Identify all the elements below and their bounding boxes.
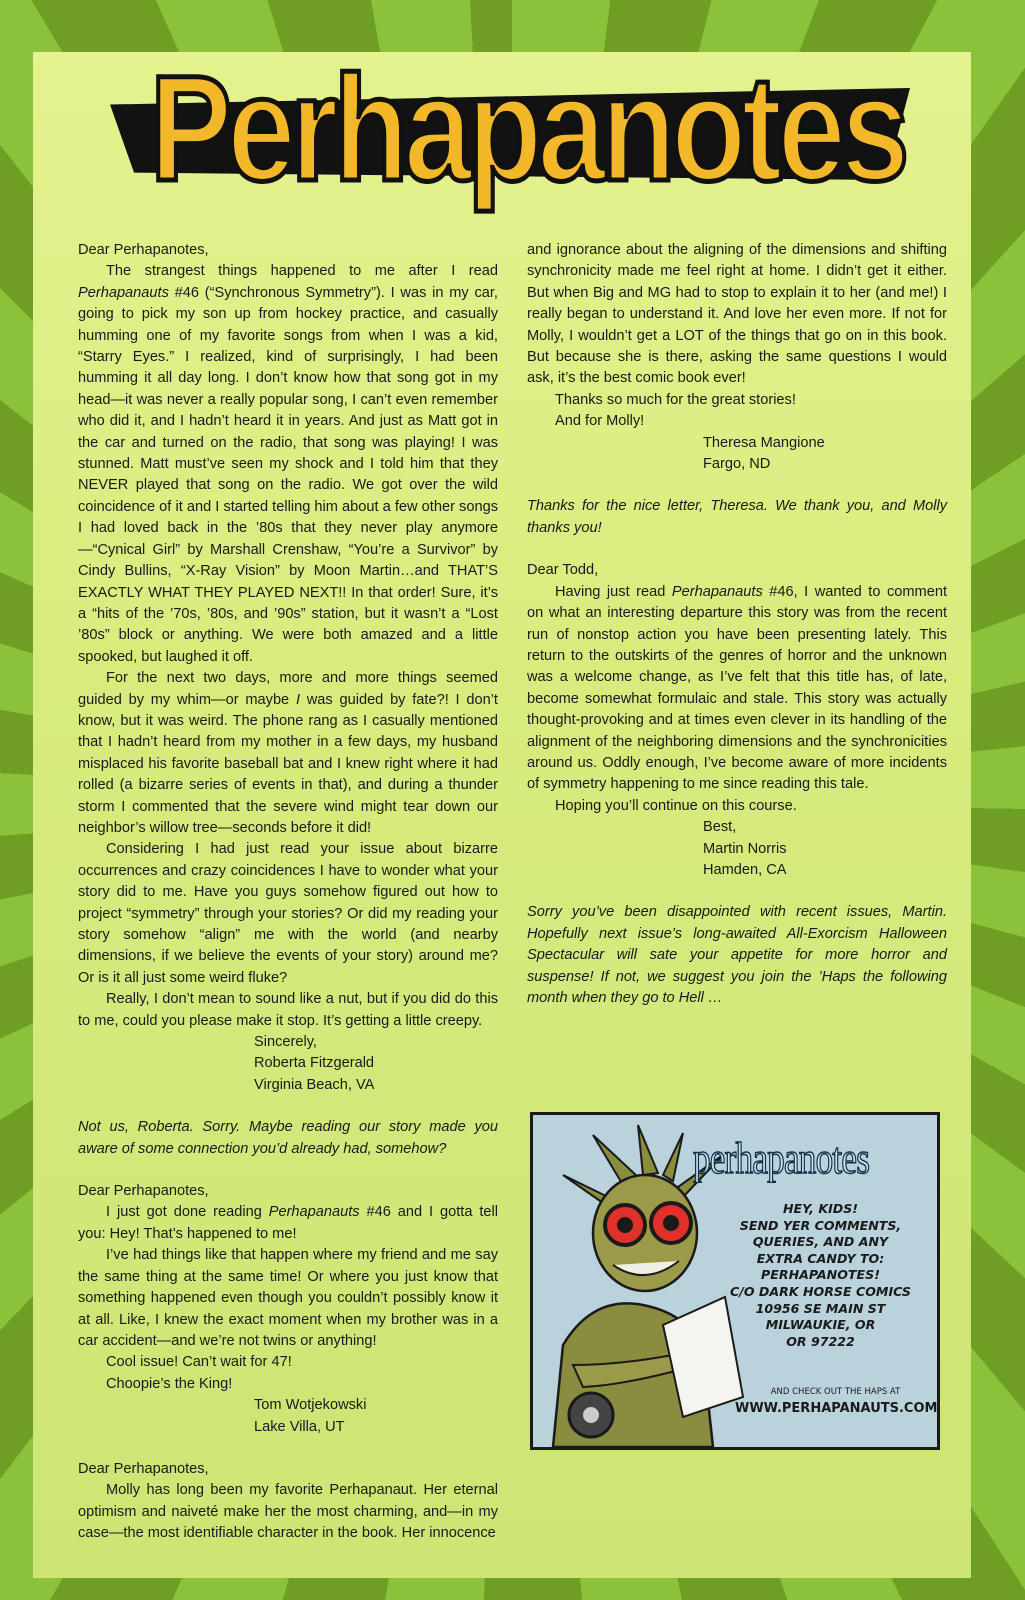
letter-signature: Best, [703,819,737,836]
letter-paragraph: I’ve had things like that happen where my friend and me say the same thing at the same time! Or where you just know that something happened even though you couldn’t possibly know it at all. Like, I knew the exact moment when my brother was in a car accident—and we’re not twins or anything! [78,1247,498,1349]
letter-paragraph: And for Molly! [555,413,645,430]
ad-line: MILWAUKIE, OR [765,1317,876,1333]
letter-signature: Roberta Fitzgerald [254,1055,375,1072]
letter-salutation: Dear Todd, [527,562,599,579]
letter-salutation: Dear Perhapanotes, [78,1460,209,1477]
letter-salutation: Dear Perhapanotes, [78,1183,209,1200]
letter-paragraph: I just got done reading Perhapanauts #46 and I gotta tell you: Hey! That’s happened to me! [78,1204,498,1242]
letter-paragraph: Hoping you’ll continue on this course. [555,797,797,814]
ad-line: SEND YER COMMENTS, [739,1217,902,1233]
ad-line: HEY, KIDS! [782,1201,859,1216]
website-link[interactable]: WWW.PERHAPANAUTS.COM [735,1401,938,1416]
letter-signature: Tom Wotjekowski [254,1397,367,1414]
ad-address-lines [713,1201,928,1350]
letter-paragraph: For the next two days, more and more things seemed guided by my whim—or maybe I was guided by fate?! I don’t know, but it was weird. The phone rang as I casually mentioned that I hadn’t heard from my mother in a few days, my husband misplaced his favorite baseball bat and I knew right where it had rolled (a bizarre series of events in that), and during a thunder storm I commented that the severe wind might tear down our neighbor’s willow tree—seconds before it did! [78,670,498,836]
letter-signature: Lake Villa, UT [254,1418,345,1435]
letter-signature: Martin Norris [703,840,787,857]
letter-paragraph: Thanks so much for the great stories! [555,391,796,408]
right-column [527,240,947,1009]
letter-paragraph: Considering I had just read your issue about bizarre occurrences and crazy coincidences I have to wonder what your story did to me. Have you guys somehow figured out how to project “symmetry” through your stories? Or did my reading your story somehow “align” me with the world (and nearby dimensions, if we believe the events of your story) around me? Or is it all just some weird fluke? [78,841,498,986]
letter-signature: Virginia Beach, VA [254,1076,375,1093]
letter-signature: Theresa Mangione [703,434,825,451]
ad-line: C/O DARK HORSE COMICS [729,1283,911,1299]
letter-paragraph: and ignorance about the aligning of the dimensions and shifting synchronicity made me feel right at home. I didn’t get it either. But when Big and MG had to stop to explain it to her (and me!) I really began to understand it. And love her even more. If not for Molly, I wouldn’t get a LOT of the things that go on in this book. But because she is there, asking the same questions I would ask, it’s the best comic book ever! [527,242,947,387]
letter-paragraph: The strangest things happened to me after I read Perhapanauts #46 (“Synchronous Symmetry”). I was in my car, going to pick my son up from hockey practice, and casually humming one of my favorite songs from when I was a kid, “Starry Eyes.” I realized, kind of surprisingly, I had been humming it all day long. I don’t know how that song got in my head—it was never a really popular song, I can’t even remember who did it, and I hadn’t heard it in years. And just as Matt got in the car and turned on the radio, that song was playing! I was stunned. Matt must’ve seen my shock and I told him that they NEVER played that song on the radio. We got over the wild coincidence of it and I started telling him about a few other songs I had loved back in the ’80s that they never play anymore—“Cynical Girl” by Marshall Crenshaw, “You’re a Survivor” by Cindy Bullins, “X-Ray Vision” by Moon Martin…and THAT’S EXACTLY WHAT THEY PLAYED NEXT!! In that order! Sure, it’s a “hits of the ’70s, ’80s, and ’90s” station, but it wasn’t a “Lost ’80s” block or anything. We were both amazed and a little spooked, but laughed it off. [78,263,498,665]
letter-paragraph: Having just read Perhapanauts #46, I wanted to comment on what an interesting departure this story was from the recent run of nonstop action you have been presenting lately. This return to the outskirts of the genres of horror and the unknown was a welcome change, as I’ve felt that this title has, of late, become somewhat formulaic and stale. This story was actually thought-provoking and at times even clever in its handling of the alignment of the neighboring dimensions and the synchronicities around us. Oddly enough, I’ve become aware of more incidents of symmetry happening to me since reading this tale. [527,583,947,793]
ad-line: PERHAPANOTES! [761,1267,880,1283]
page-title: Perhapanotes [150,44,905,212]
editor-reply: Not us, Roberta. Sorry. Maybe reading our story made you aware of some connection you’d already had, somehow? [78,1119,498,1157]
editor-reply: Sorry you’ve been disappointed with recent issues, Martin. Hopefully next issue’s long-awaited All-Exorcism Halloween Spectacular will sate your appetite for more horror and suspense! If not, we suggest you join the ’Haps the following month when they go to Hell … [527,904,947,1006]
editor-reply: Thanks for the nice letter, Theresa. We thank you, and Molly thanks you! [527,498,947,536]
letter-signature: Sincerely, [254,1034,317,1051]
ad-line: EXTRA CANDY TO: [756,1250,885,1266]
ad-line: QUERIES, AND ANY [752,1234,889,1250]
ad-title: perhapanotes [693,1134,870,1183]
submission-ad [530,1112,940,1450]
ad-line: 10956 SE MAIN ST [755,1300,886,1316]
left-column [78,240,498,1545]
ad-line: OR 97222 [786,1333,855,1349]
letter-paragraph: Really, I don’t mean to sound like a nut, but if you did do this to me, could you please make it stop. It’s getting a little creepy. [78,991,498,1029]
letter-signature: Fargo, ND [703,456,771,473]
letter-paragraph: Choopie’s the King! [106,1375,233,1392]
letter-signature: Hamden, CA [703,861,787,878]
letter-paragraph: Cool issue! Can’t wait for 47! [106,1354,292,1371]
letter-paragraph: Molly has long been my favorite Perhapanaut. Her eternal optimism and naiveté make her the most charming, and—in my case—the most identifiable character in the book. Her innocence [78,1482,498,1542]
ad-footer-text: AND CHECK OUT THE HAPS AT [770,1387,901,1397]
letter-salutation: Dear Perhapanotes, [78,242,209,258]
